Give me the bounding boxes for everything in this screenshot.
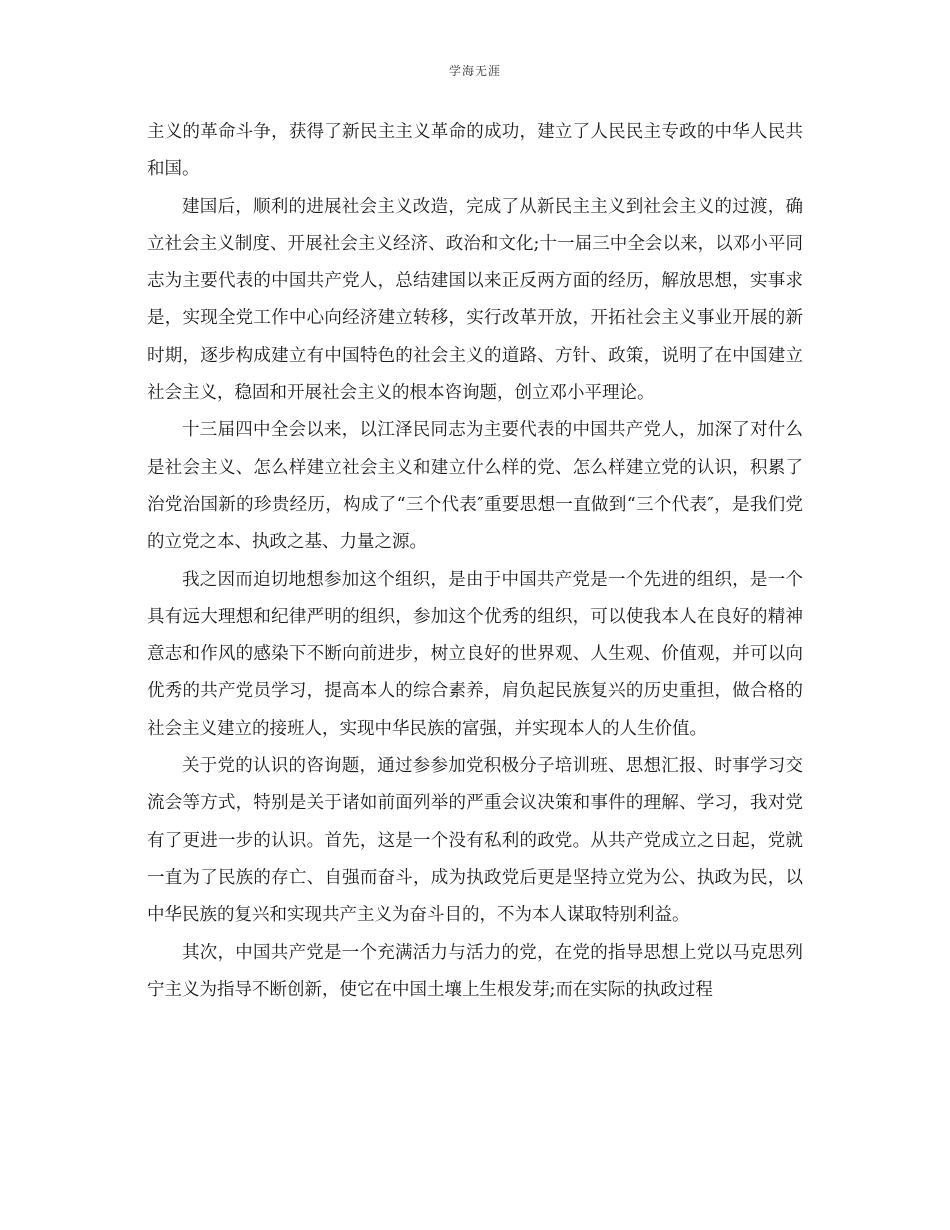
paragraph-4: 我之因而迫切地想参加这个组织，是由于中国共产党是一个先进的组织，是一个具有远大理想和纪律严明的组织，参加这个优秀的组织，可以使我本人在良好的精神意志和作风的感染下不断向前进步，树立良好的世界观、人生观、价值观，并可以向优秀的共产党员学习，提高本人的综合素养，肩负起民族复兴的历史重担，做合格的社会主义建立的接班人，实现中华民族的富强，并实现本人的人生价值。 bbox=[147, 569, 803, 739]
paragraph-1: 主义的革命斗争，获得了新民主主义革命的成功，建立了人民民主专政的中华人民共和国。 bbox=[147, 122, 803, 180]
paragraph-2: 建国后，顺利的进展社会主义改造，完成了从新民主主义到社会主义的过渡，确立社会主义制度、开展社会主义经济、政治和文化;十一届三中全会以来，以邓小平同志为主要代表的中国共产党人，总结建国以来正反两方面的经历，解放思想，实事求是，实现全党工作中心向经济建立转移，实行改革开放，开拓社会主义事业开展的新时期，逐步构成建立有中国特色的社会主义的道路、方针、政策，说明了在中国建立社会主义，稳固和开展社会主义的根本咨询题，创立邓小平理论。 bbox=[147, 196, 803, 404]
document-body bbox=[147, 114, 803, 1009]
paragraph-5: 关于党的认识的咨询题，通过参参加党积极分子培训班、思想汇报、时事学习交流会等方式，特别是关于诸如前面列举的严重会议决策和事件的理解、学习，我对党有了更进一步的认识。首先，这是一个没有私利的政党。从共产党成立之日起，党就一直为了民族的存亡、自强而奋斗，成为执政党后更是坚持立党为公、执政为民，以中华民族的复兴和实现共产主义为奋斗目的，不为本人谋取特别利益。 bbox=[147, 756, 803, 926]
paragraph-6: 其次，中国共产党是一个充满活力与活力的党，在党的指导思想上党以马克思列宁主义为指导不断创新，使它在中国土壤上生根发芽;而在实际的执政过程 bbox=[147, 942, 803, 1000]
page-header: 学海无涯 bbox=[448, 64, 501, 78]
paragraph-3: 十三届四中全会以来，以江泽民同志为主要代表的中国共产党人，加深了对什么是社会主义、怎么样建立社会主义和建立什么样的党、怎么样建立党的认识，积累了治党治国新的珍贵经历，构成了“三个代表″重要思想一直做到“三个代表″，是我们党的立党之本、执政之基、力量之源。 bbox=[147, 420, 803, 553]
